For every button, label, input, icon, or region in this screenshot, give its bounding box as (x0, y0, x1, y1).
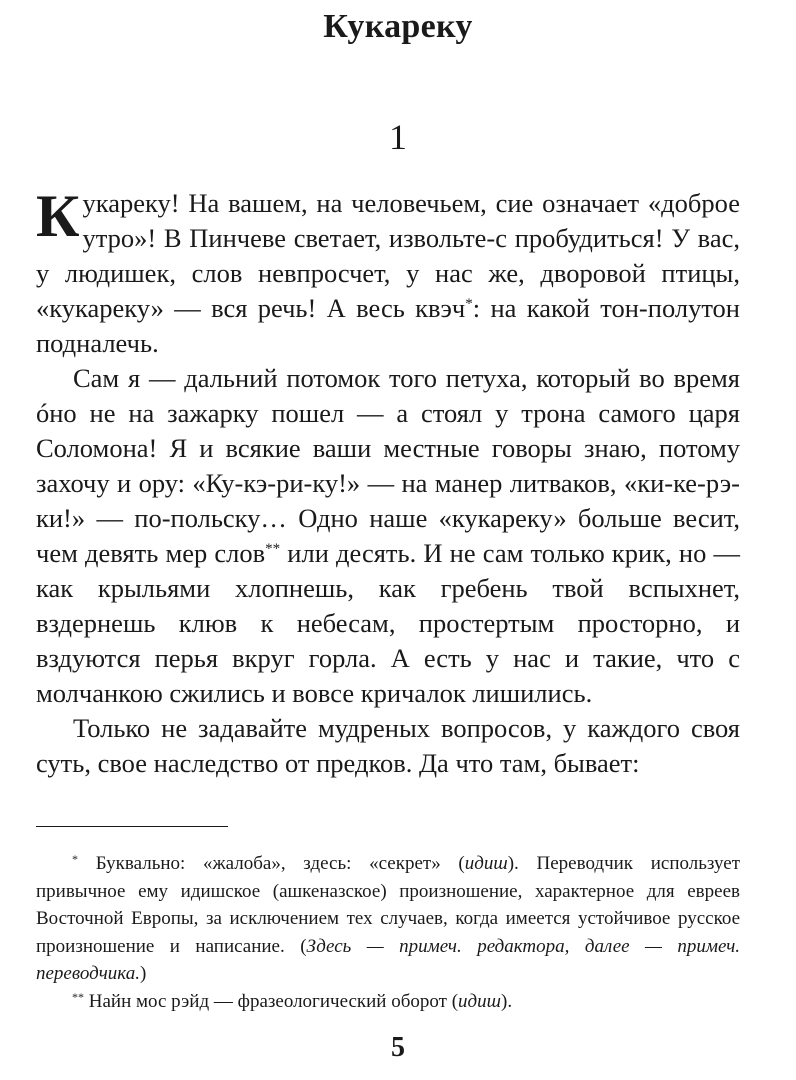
footnote-2-part-c: ). (501, 990, 513, 1012)
footnote-2-part-a: Найн мос рэйд — фразеологический оборот ( (84, 990, 459, 1012)
footnote-marker-2: ** (265, 541, 281, 557)
paragraph-1-text: укареку! На вашем, на человечьем, сие означает «доброе утро»! В Пинчеве светает, извольте-с пробудиться! У вас, у людишек, слов невпросчет, у нас же, дворовой птицы, «кукареку» — вся речь! А весь квэч (36, 188, 740, 323)
footnote-2-mark: ** (72, 989, 84, 1004)
footnote-1-part-a: Буквально: «жалоба», здесь: «секрет» ( (78, 853, 465, 874)
paragraph-3-text: Только не задавайте мудреных вопросов, у каждого своя суть, свое наследство от предков. Да что там, бывает: (36, 713, 740, 778)
paragraph-2 (36, 361, 740, 711)
page-number: 5 (391, 1032, 405, 1063)
main-text (36, 183, 740, 781)
footnote-divider (36, 826, 228, 827)
footnote-1-part-e: ) (139, 963, 147, 984)
footnote-1-part-d: Здесь — примеч. редактора, далее — примеч. переводчика. (36, 935, 741, 984)
paragraph-2-text: Сам я — дальний потомок того петуха, который во время óно не на зажарку пошел — а стоял у трона самого царя Соломона! Я и всякие ваши местные говоры знаю, потому захочу и ору: «Ку-кэ-ри-ку!» — на манер литваков, «ки-ке-рэ-ки!» — по-польску… Одно наше «кукареку» больше весит, чем девять мер слов (36, 363, 740, 568)
paragraph-2-tail: или десять. И не сам только крик, но — как крыльями хлопнешь, как гребень твой вспыхнет, вздернешь клюв к небесам, простертым просторно, и вздуются перья вкруг горла. А есть у нас и такие, что с молчанкою сжились и вовсе кричалок лишились. (36, 538, 740, 708)
paragraph-1 (36, 183, 740, 361)
footnote-2-part-b: идиш (458, 990, 501, 1012)
paragraph-3 (36, 711, 740, 781)
footnotes (36, 850, 740, 1015)
footnote-1-mark: * (72, 852, 78, 866)
chapter-title: Кукареку (323, 8, 473, 45)
footnote-1-part-c: ). Переводчик использует привычное ему идишское (ашкеназское) произношение, характерное для евреев Восточной Европы, за исключением тех случаев, когда имеется устойчивое русское произношение и написание. ( (36, 853, 740, 957)
drop-cap: К (36, 183, 80, 249)
footnote-1-part-b: идиш (464, 853, 508, 874)
footnote-1 (36, 850, 740, 988)
chapter-number: 1 (389, 117, 407, 157)
footnote-2 (36, 988, 740, 1016)
footnote-marker-1: * (465, 296, 473, 312)
paragraph-1-tail: : на какой тон-полутон подналечь. (36, 293, 740, 358)
